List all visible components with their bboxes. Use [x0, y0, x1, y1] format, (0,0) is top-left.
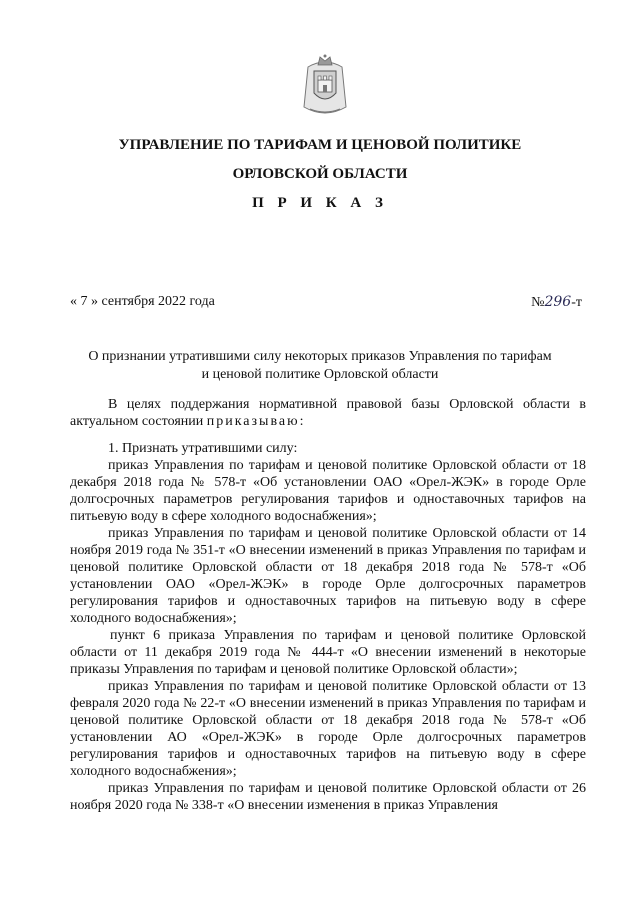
document-type: П Р И К А З	[252, 195, 388, 211]
revoked-order-4: приказ Управления по тарифам и ценовой политике Орловской области от 13 февраля 2020 года № 22-т «О внесении изменений в приказ Управления по тарифам и ценовой политике Орловской области от 18 декабря 2018 года № 578-т «Об установлении АО «Орел-ЖЭК» в городе Орле долгосрочных параметров регулирования тарифов и одноставочных тарифов на питьевую воду в сфере холодного водоснабжения»;	[70, 679, 586, 779]
intro-text: В целях поддержания нормативной правовой базы Орловской области в актуальном состоянии	[70, 397, 586, 429]
revoked-order-3: пункт 6 приказа Управления по тарифам и ценовой политике Орловской области от 11 декабря 2019 года № 444-т «О внесении изменений в некоторые приказы Управления по тарифам и ценовой политике Орловской области»;	[70, 628, 586, 677]
subject-line2: и ценовой политике Орловской области	[201, 367, 439, 382]
coat-of-arms-icon	[300, 53, 350, 119]
number-suffix: -т	[571, 295, 582, 310]
document-subject	[60, 348, 580, 384]
agency-title-line2: ОРЛОВСКОЙ ОБЛАСТИ	[232, 166, 408, 182]
agency-title-line1: УПРАВЛЕНИЕ ПО ТАРИФАМ И ЦЕНОВОЙ ПОЛИТИКЕ	[118, 137, 522, 153]
number-prefix: №	[531, 295, 545, 310]
revoked-order-5: приказ Управления по тарифам и ценовой политике Орловской области от 26 ноября 2020 года № 338-т «О внесении изменения в приказ Управления	[70, 781, 586, 813]
intro-colon: :	[299, 414, 304, 429]
intro-paragraph	[70, 396, 586, 430]
revoked-order-1: приказ Управления по тарифам и ценовой политике Орловской области от 18 декабря 2018 года № 578-т «Об установлении ОАО «Орел-ЖЭК» в городе Орле долгосрочных параметров регулирования тарифов и одноставочных тарифов на питьевую воду в сфере холодного водоснабжения»;	[70, 458, 586, 524]
document-body	[70, 396, 586, 814]
intro-order-word: приказываю	[206, 414, 300, 429]
number-handwritten: 296	[544, 294, 572, 310]
document-number	[531, 294, 582, 311]
item-1-heading: 1. Признать утратившими силу:	[108, 441, 298, 456]
revoked-order-2: приказ Управления по тарифам и ценовой политике Орловской области от 14 ноября 2019 года № 351-т «О внесении изменений в приказ Управления по тарифам и ценовой политике Орловской области от 18 декабря 2018 года № 578-т «Об установлении ОАО «Орел-ЖЭК» в городе Орле долгосрочных параметров регулирования тарифов и одноставочных тарифов на питьевую воду в сфере холодного водоснабжения»;	[70, 526, 586, 626]
subject-line1: О признании утратившими силу некоторых приказов Управления по тарифам	[88, 349, 552, 364]
document-date: « 7 » сентября 2022 года	[70, 294, 215, 309]
